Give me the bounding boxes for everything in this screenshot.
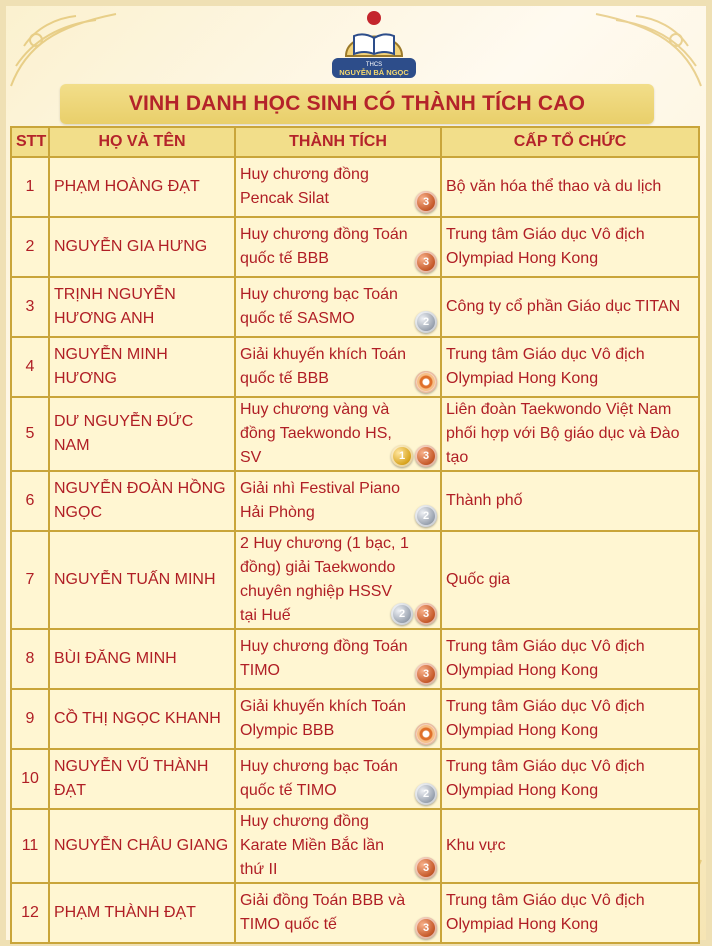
ring-medal-icon (415, 723, 437, 745)
row-name-text: NGUYỄN ĐOÀN HỒNG NGỌC (54, 480, 226, 521)
row-achievement-text: Huy chương đồng Pencak Silat (240, 166, 369, 207)
row-name-text: TRỊNH NGUYỄN HƯƠNG ANH (54, 286, 176, 327)
silver-medal-icon: 2 (415, 505, 437, 527)
silver-medal-icon: 2 (391, 603, 413, 625)
ornament-top-right-icon (586, 6, 706, 96)
row-organizer-text: Trung tâm Giáo dục Vô địch Olympiad Hong Kong (446, 758, 645, 799)
row-stt-text: 9 (25, 710, 35, 727)
row-achievement-text: Huy chương bạc Toán quốc tế TIMO (240, 758, 398, 799)
honor-table (10, 126, 700, 944)
table-row (11, 809, 699, 883)
medal-group (391, 445, 437, 467)
row-achievement-text: Huy chương vàng và đồng Taekwondo HS, SV (240, 401, 392, 466)
school-logo (322, 8, 426, 84)
row-organizer (441, 337, 699, 397)
row-stt-text: 12 (21, 904, 39, 921)
row-name (49, 749, 235, 809)
row-name-text: PHẠM THÀNH ĐẠT (54, 904, 196, 921)
row-organizer-text: Liên đoàn Taekwondo Việt Nam phối hợp với Bộ giáo dục và Đào tạo (446, 401, 680, 466)
medal-group (415, 723, 437, 745)
row-organizer-text: Bộ văn hóa thể thao và du lịch (446, 178, 662, 195)
row-stt-text: 7 (25, 571, 35, 588)
row-achievement (235, 531, 441, 629)
row-organizer-text: Trung tâm Giáo dục Vô địch Olympiad Hong Kong (446, 226, 645, 267)
medal-group (415, 783, 437, 805)
silver-medal-icon: 2 (415, 783, 437, 805)
row-organizer-text: Công ty cổ phần Giáo dục TITAN (446, 298, 681, 315)
row-stt (11, 277, 49, 337)
row-stt (11, 883, 49, 943)
row-stt (11, 749, 49, 809)
row-name-text: DƯ NGUYỄN ĐỨC NAM (54, 413, 194, 454)
logo-line1: THCS (365, 62, 383, 68)
bronze-medal-icon: 3 (415, 603, 437, 625)
table-row (11, 629, 699, 689)
row-organizer-text: Quốc gia (446, 571, 511, 588)
row-achievement-text: Giải khuyến khích Toán Olympic BBB (240, 698, 407, 739)
table-row (11, 397, 699, 471)
bronze-medal-icon: 3 (415, 251, 437, 273)
medal-group (415, 311, 437, 333)
row-name (49, 277, 235, 337)
silver-medal-icon: 2 (415, 311, 437, 333)
bronze-medal-icon: 3 (415, 445, 437, 467)
row-name-text: PHẠM HOÀNG ĐẠT (54, 178, 200, 195)
row-name (49, 809, 235, 883)
logo-line2: NGUYỄN BÁ NGỌC (339, 68, 409, 77)
row-achievement (235, 629, 441, 689)
row-stt (11, 337, 49, 397)
title-banner (60, 84, 654, 124)
bronze-medal-icon: 3 (415, 917, 437, 939)
row-organizer (441, 277, 699, 337)
row-achievement (235, 157, 441, 217)
row-name (49, 471, 235, 531)
row-achievement-text: 2 Huy chương (1 bạc, 1 đồng) giải Taekwondo chuyên nghiệp HSSV tại Huế (240, 535, 409, 624)
row-name (49, 689, 235, 749)
table-row (11, 217, 699, 277)
row-achievement (235, 883, 441, 943)
row-achievement (235, 217, 441, 277)
bronze-medal-icon: 3 (415, 663, 437, 685)
row-name-text: NGUYỄN VŨ THÀNH ĐẠT (54, 758, 209, 799)
medal-group (415, 857, 437, 879)
table-row (11, 749, 699, 809)
row-organizer (441, 217, 699, 277)
row-achievement-text: Huy chương đồng Toán quốc tế BBB (240, 226, 408, 267)
row-organizer-text: Trung tâm Giáo dục Vô địch Olympiad Hong Kong (446, 892, 645, 933)
row-name (49, 217, 235, 277)
row-organizer (441, 689, 699, 749)
table-row (11, 471, 699, 531)
row-name-text: BÙI ĐĂNG MINH (54, 650, 177, 667)
row-name (49, 531, 235, 629)
row-achievement (235, 689, 441, 749)
gold-medal-icon: 1 (391, 445, 413, 467)
row-stt (11, 809, 49, 883)
row-organizer (441, 883, 699, 943)
row-organizer-text: Trung tâm Giáo dục Vô địch Olympiad Hong Kong (446, 346, 645, 387)
row-stt-text: 5 (25, 425, 35, 442)
row-organizer (441, 809, 699, 883)
medal-group (391, 603, 437, 625)
medal-group (415, 251, 437, 273)
row-name (49, 883, 235, 943)
row-stt (11, 217, 49, 277)
medal-group (415, 663, 437, 685)
row-achievement-text: Huy chương đồng Karate Miền Bắc lần thứ II (240, 813, 385, 878)
medal-group (415, 917, 437, 939)
row-stt (11, 157, 49, 217)
row-stt (11, 471, 49, 531)
page-title: VINH DANH HỌC SINH CÓ THÀNH TÍCH CAO (128, 92, 586, 115)
row-organizer (441, 471, 699, 531)
medal-group (415, 505, 437, 527)
table-row (11, 157, 699, 217)
bronze-medal-icon: 3 (415, 191, 437, 213)
table-row (11, 337, 699, 397)
row-organizer-text: Trung tâm Giáo dục Vô địch Olympiad Hong Kong (446, 698, 645, 739)
row-organizer-text: Thành phố (446, 492, 523, 509)
table-header-row (11, 127, 699, 157)
row-organizer (441, 749, 699, 809)
row-achievement-text: Giải đồng Toán BBB và TIMO quốc tế (240, 892, 406, 933)
row-organizer (441, 531, 699, 629)
row-stt-text: 6 (25, 492, 35, 509)
row-achievement (235, 471, 441, 531)
table-row (11, 277, 699, 337)
row-achievement-text: Giải khuyến khích Toán quốc tế BBB (240, 346, 407, 387)
row-stt (11, 689, 49, 749)
header-stt: STT (11, 127, 49, 157)
row-stt-text: 3 (25, 298, 35, 315)
row-organizer-text: Trung tâm Giáo dục Vô địch Olympiad Hong Kong (446, 638, 645, 679)
row-name-text: NGUYỄN MINH HƯƠNG (54, 346, 168, 387)
row-stt-text: 8 (25, 650, 35, 667)
row-achievement (235, 277, 441, 337)
table-row (11, 689, 699, 749)
row-name (49, 397, 235, 471)
row-organizer-text: Khu vực (446, 837, 506, 854)
ring-medal-icon (415, 371, 437, 393)
row-achievement (235, 809, 441, 883)
bronze-medal-icon: 3 (415, 857, 437, 879)
row-stt (11, 531, 49, 629)
header-organizer: CẤP TỔ CHỨC (441, 127, 699, 157)
row-stt-text: 10 (21, 770, 39, 787)
row-name (49, 337, 235, 397)
row-stt-text: 1 (25, 178, 35, 195)
header-achievement: THÀNH TÍCH (235, 127, 441, 157)
medal-group (415, 191, 437, 213)
table-row (11, 531, 699, 629)
row-stt-text: 2 (25, 238, 35, 255)
row-name-text: CỒ THỊ NGỌC KHANH (54, 710, 221, 727)
header-name: HỌ VÀ TÊN (49, 127, 235, 157)
table-body (11, 157, 699, 943)
medal-group (415, 371, 437, 393)
row-achievement-text: Giải nhì Festival Piano Hải Phòng (240, 480, 401, 521)
row-organizer (441, 629, 699, 689)
row-name (49, 629, 235, 689)
row-name-text: NGUYỄN CHÂU GIANG (54, 837, 229, 854)
row-achievement-text: Huy chương đồng Toán TIMO (240, 638, 408, 679)
row-stt-text: 11 (21, 837, 39, 854)
row-organizer (441, 157, 699, 217)
row-name (49, 157, 235, 217)
row-stt (11, 629, 49, 689)
row-organizer (441, 397, 699, 471)
ornament-top-left-icon (6, 6, 126, 96)
row-achievement (235, 749, 441, 809)
row-stt-text: 4 (25, 358, 35, 375)
row-achievement (235, 397, 441, 471)
row-achievement (235, 337, 441, 397)
row-name-text: NGUYỄN TUẤN MINH (54, 571, 216, 588)
row-name-text: NGUYỄN GIA HƯNG (54, 238, 208, 255)
row-achievement-text: Huy chương bạc Toán quốc tế SASMO (240, 286, 398, 327)
row-stt (11, 397, 49, 471)
table-row (11, 883, 699, 943)
